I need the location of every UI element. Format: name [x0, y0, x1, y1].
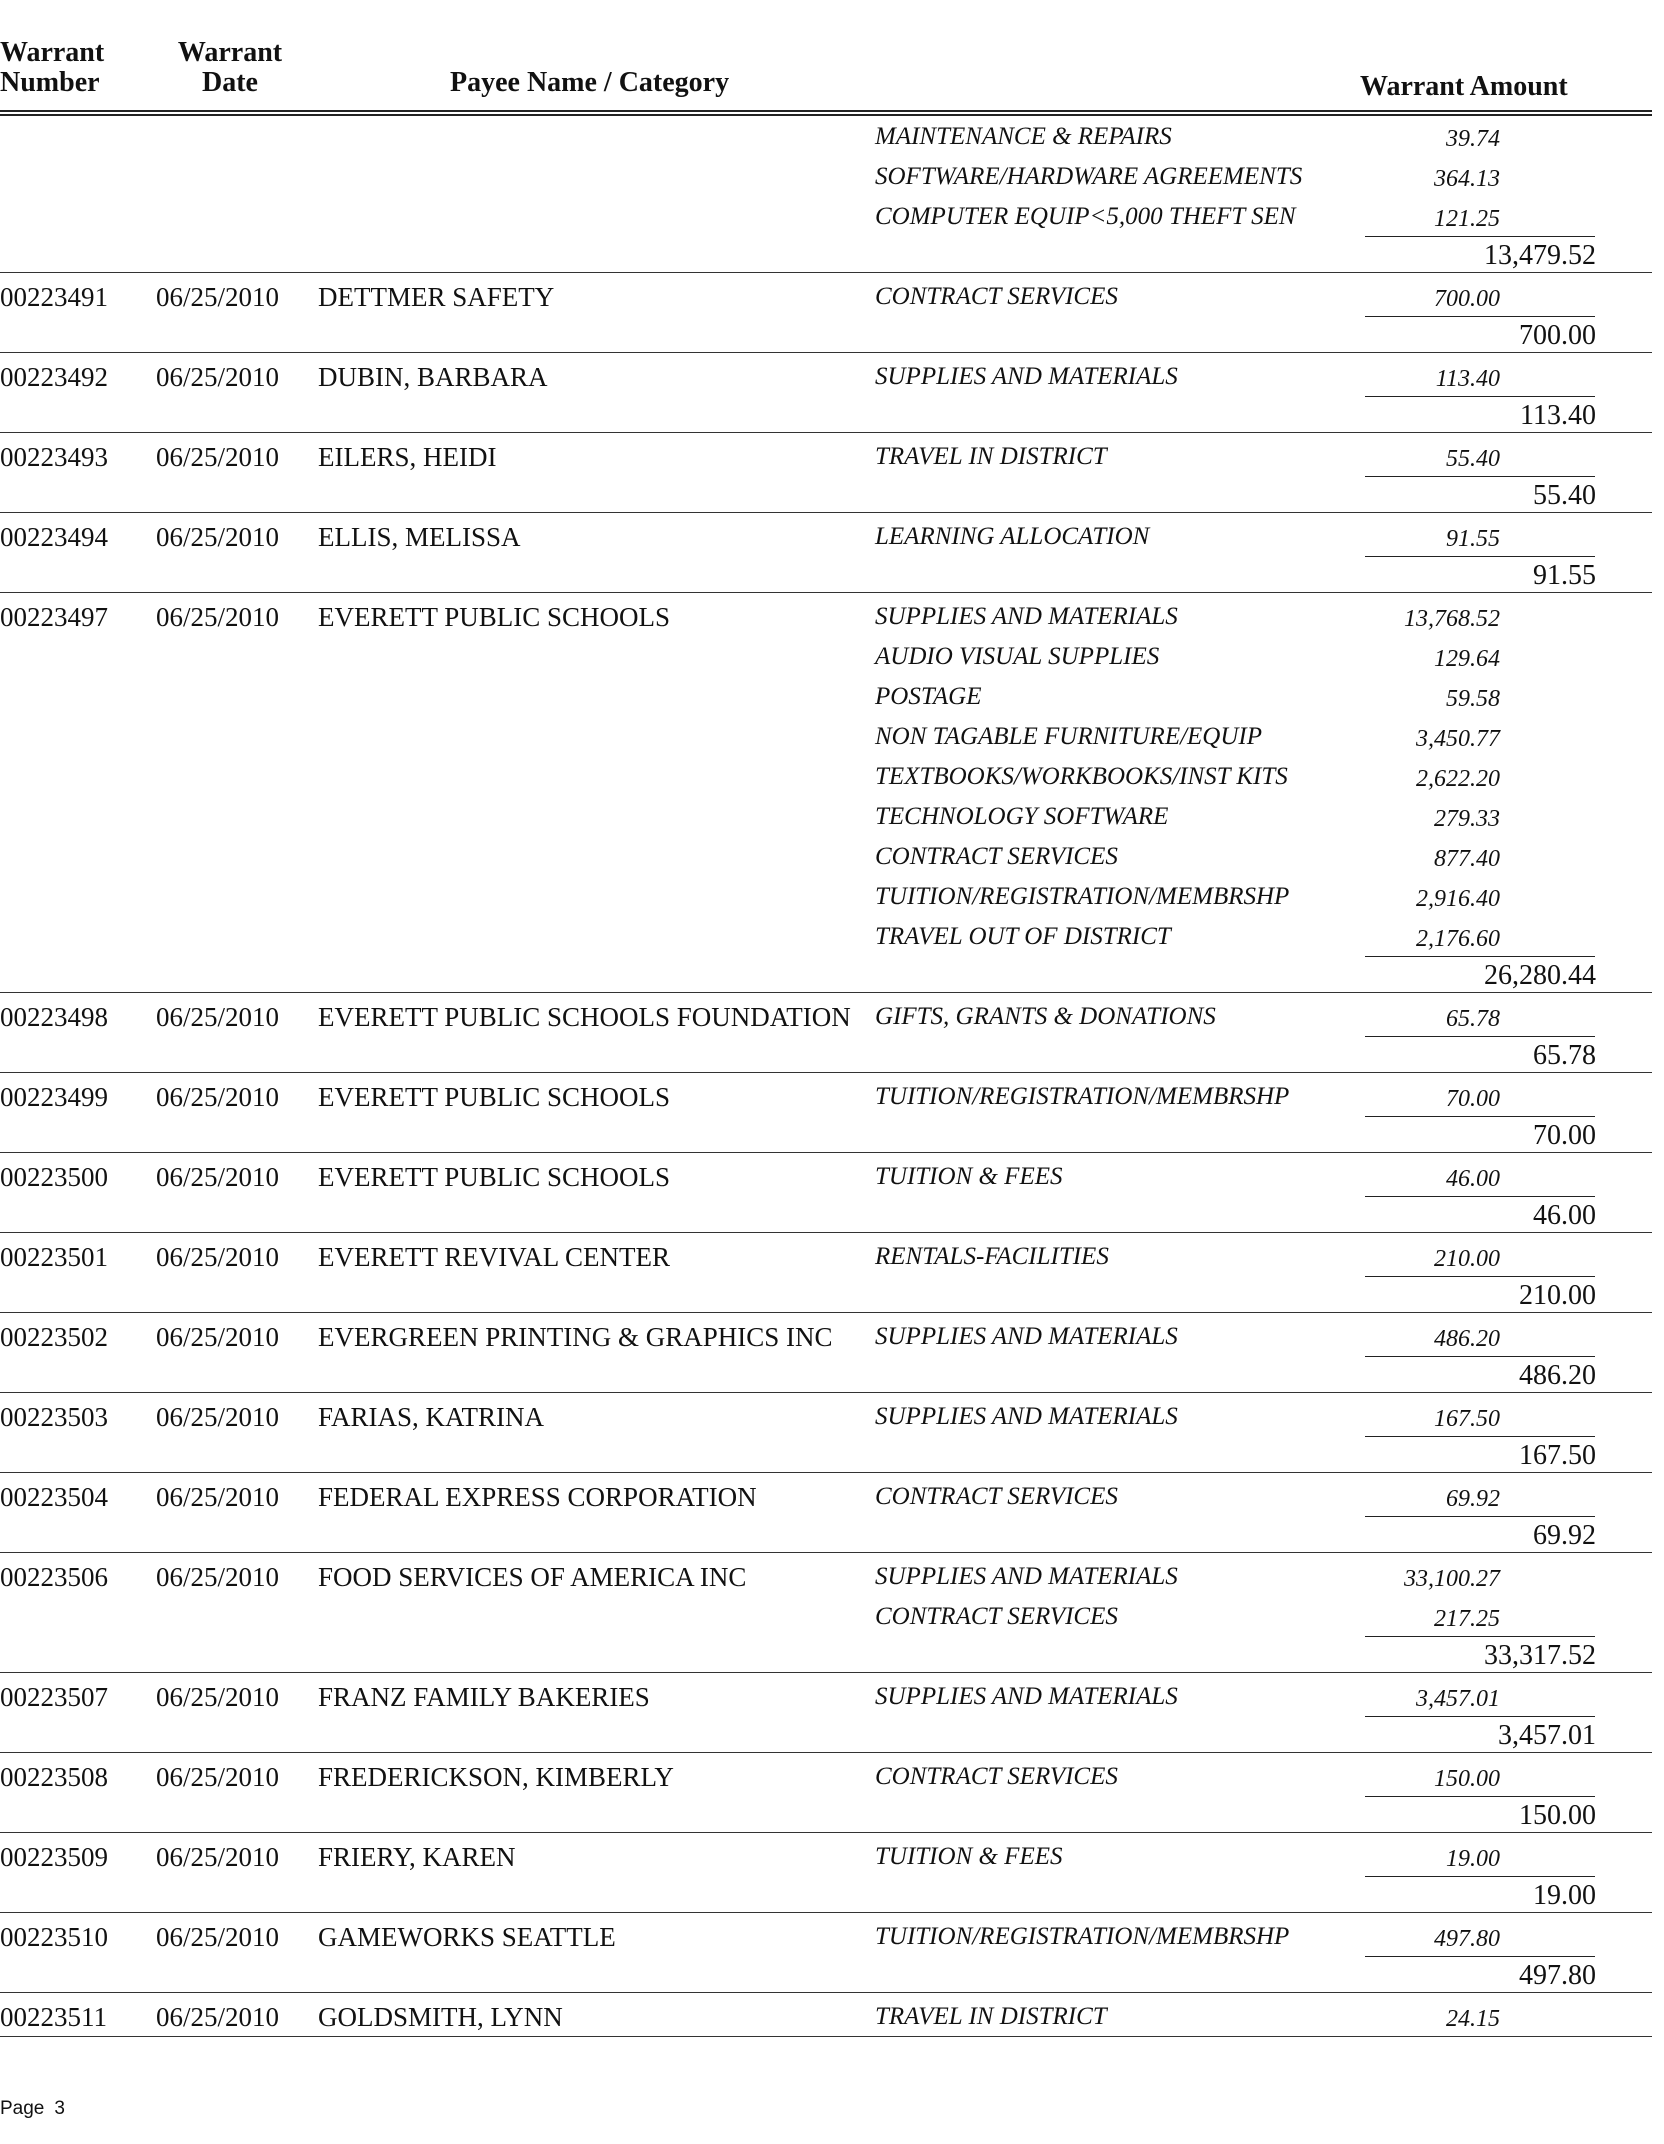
warrant-number: 00223493	[0, 442, 108, 472]
warrant-separator	[0, 592, 1652, 593]
payee-name: EVERETT PUBLIC SCHOOLS	[318, 1162, 671, 1192]
category-line	[0, 122, 1652, 162]
category-name: TRAVEL OUT OF DISTRICT	[875, 923, 1171, 950]
subtotal-rule	[1365, 1276, 1595, 1277]
category-name: SUPPLIES AND MATERIALS	[875, 1403, 1178, 1430]
category-line	[0, 802, 1652, 842]
category-amount: 19.00	[1446, 1846, 1500, 1872]
category-name: CONTRACT SERVICES	[875, 1603, 1118, 1630]
category-name: SUPPLIES AND MATERIALS	[875, 1563, 1178, 1590]
warrant-separator	[0, 1472, 1652, 1473]
payee-name: DUBIN, BARBARA	[318, 362, 548, 392]
category-amount: 46.00	[1446, 1166, 1500, 1192]
payee-name: FARIAS, KATRINA	[318, 1402, 545, 1432]
warrant-total: 46.00	[1533, 1200, 1596, 1231]
header-warrant-number: Warrant Number	[0, 37, 105, 98]
category-name: SOFTWARE/HARDWARE AGREEMENTS	[875, 163, 1303, 190]
subtotal-rule	[1365, 1876, 1595, 1877]
warrant-total: 55.40	[1533, 480, 1596, 511]
payee-name: EILERS, HEIDI	[318, 442, 497, 472]
warrant-date: 06/25/2010	[156, 1322, 280, 1352]
warrant-date: 06/25/2010	[156, 1482, 280, 1512]
warrant-date: 06/25/2010	[156, 1762, 280, 1792]
category-amount: 69.92	[1446, 1486, 1500, 1512]
warrant-separator	[0, 1232, 1652, 1233]
payee-name: FOOD SERVICES OF AMERICA INC	[318, 1562, 747, 1592]
warrant-total: 486.20	[1519, 1360, 1596, 1391]
warrant-number: 00223498	[0, 1002, 108, 1032]
category-amount: 150.00	[1434, 1766, 1500, 1792]
warrant-date: 06/25/2010	[156, 1162, 280, 1192]
subtotal-rule	[1365, 1116, 1595, 1117]
warrant-number: 00223500	[0, 1162, 108, 1192]
category-name: SUPPLIES AND MATERIALS	[875, 363, 1178, 390]
category-amount: 364.13	[1434, 166, 1500, 192]
category-amount: 24.15	[1446, 2006, 1500, 2032]
category-name: COMPUTER EQUIP<5,000 THEFT SEN	[875, 203, 1296, 230]
warrant-date: 06/25/2010	[156, 442, 280, 472]
category-name: AUDIO VISUAL SUPPLIES	[875, 643, 1160, 670]
category-line	[0, 762, 1652, 802]
category-amount: 13,768.52	[1404, 606, 1500, 632]
category-amount: 217.25	[1434, 1606, 1500, 1632]
warrant-number: 00223494	[0, 522, 108, 552]
warrant-total: 70.00	[1533, 1120, 1596, 1151]
category-line	[0, 162, 1652, 202]
warrant-total: 13,479.52	[1484, 240, 1596, 271]
warrant-number: 00223497	[0, 602, 108, 632]
subtotal-rule	[1365, 1796, 1595, 1797]
warrant-separator	[0, 1392, 1652, 1393]
category-line	[0, 1562, 1652, 1602]
warrant-date: 06/25/2010	[156, 362, 280, 392]
category-name: TUITION & FEES	[875, 1843, 1063, 1870]
warrant-total: 113.40	[1520, 400, 1596, 431]
warrant-separator	[0, 1752, 1652, 1753]
category-amount: 55.40	[1446, 446, 1500, 472]
payee-name: EVERETT REVIVAL CENTER	[318, 1242, 670, 1272]
warrant-number: 00223506	[0, 1562, 108, 1592]
warrant-number: 00223507	[0, 1682, 108, 1712]
category-line	[0, 882, 1652, 922]
warrant-number: 00223502	[0, 1322, 108, 1352]
category-amount: 167.50	[1434, 1406, 1500, 1432]
category-line	[0, 642, 1652, 682]
subtotal-rule	[1365, 236, 1595, 237]
subtotal-rule	[1365, 316, 1595, 317]
warrant-number: 00223509	[0, 1842, 108, 1872]
warrant-separator	[0, 512, 1652, 513]
category-amount: 70.00	[1446, 1086, 1500, 1112]
payee-name: GAMEWORKS SEATTLE	[318, 1922, 616, 1952]
warrant-separator	[0, 352, 1652, 353]
subtotal-rule	[1365, 1516, 1595, 1517]
category-name: POSTAGE	[875, 683, 982, 710]
category-name: SUPPLIES AND MATERIALS	[875, 1683, 1178, 1710]
payee-name: FREDERICKSON, KIMBERLY	[318, 1762, 674, 1792]
warrant-date: 06/25/2010	[156, 522, 280, 552]
warrant-total: 65.78	[1533, 1040, 1596, 1071]
category-name: TEXTBOOKS/WORKBOOKS/INST KITS	[875, 763, 1288, 790]
warrant-date: 06/25/2010	[156, 1682, 280, 1712]
category-amount: 210.00	[1434, 1246, 1500, 1272]
warrant-number: 00223511	[0, 2002, 107, 2032]
warrant-separator	[0, 992, 1652, 993]
warrant-total: 69.92	[1533, 1520, 1596, 1551]
payee-name: GOLDSMITH, LYNN	[318, 2002, 563, 2032]
warrant-date: 06/25/2010	[156, 602, 280, 632]
subtotal-rule	[1365, 1036, 1595, 1037]
category-amount: 497.80	[1434, 1926, 1500, 1952]
category-name: RENTALS-FACILITIES	[875, 1243, 1109, 1270]
warrant-total: 91.55	[1533, 560, 1596, 591]
category-line	[0, 842, 1652, 882]
category-name: SUPPLIES AND MATERIALS	[875, 1323, 1178, 1350]
category-name: TUITION/REGISTRATION/MEMBRSHP	[875, 883, 1290, 910]
category-name: NON TAGABLE FURNITURE/EQUIP	[875, 723, 1263, 750]
category-amount: 121.25	[1434, 206, 1500, 232]
category-name: TUITION/REGISTRATION/MEMBRSHP	[875, 1923, 1290, 1950]
category-amount: 486.20	[1434, 1326, 1500, 1352]
subtotal-rule	[1365, 1716, 1595, 1717]
category-amount: 2,916.40	[1416, 886, 1500, 912]
warrant-separator	[0, 2036, 1652, 2037]
warrant-total: 26,280.44	[1484, 960, 1596, 991]
warrant-separator	[0, 1152, 1652, 1153]
category-line	[0, 682, 1652, 722]
category-amount: 3,457.01	[1416, 1686, 1500, 1712]
payee-name: FRANZ FAMILY BAKERIES	[318, 1682, 650, 1712]
warrant-date: 06/25/2010	[156, 1562, 280, 1592]
warrant-separator	[0, 1552, 1652, 1553]
payee-name: DETTMER SAFETY	[318, 282, 555, 312]
payee-name: FRIERY, KAREN	[318, 1842, 516, 1872]
category-amount: 59.58	[1446, 686, 1500, 712]
warrant-number: 00223501	[0, 1242, 108, 1272]
payee-name: EVERGREEN PRINTING & GRAPHICS INC	[318, 1322, 833, 1352]
warrant-separator	[0, 1832, 1652, 1833]
category-name: GIFTS, GRANTS & DONATIONS	[875, 1003, 1216, 1030]
subtotal-rule	[1365, 1436, 1595, 1437]
category-amount: 91.55	[1446, 526, 1500, 552]
page-footer	[0, 2098, 65, 2120]
category-amount: 279.33	[1434, 806, 1500, 832]
category-name: TRAVEL IN DISTRICT	[875, 2003, 1107, 2030]
subtotal-rule	[1365, 1356, 1595, 1357]
warrant-separator	[0, 1312, 1652, 1313]
category-name: CONTRACT SERVICES	[875, 843, 1118, 870]
warrant-number: 00223508	[0, 1762, 108, 1792]
category-amount: 129.64	[1434, 646, 1500, 672]
category-name: CONTRACT SERVICES	[875, 1483, 1118, 1510]
warrant-separator	[0, 1992, 1652, 1993]
category-name: SUPPLIES AND MATERIALS	[875, 603, 1178, 630]
page-label: Page	[0, 2098, 45, 2119]
warrant-total: 3,457.01	[1498, 1720, 1596, 1751]
category-amount: 2,622.20	[1416, 766, 1500, 792]
warrant-total: 167.50	[1519, 1440, 1596, 1471]
subtotal-rule	[1365, 476, 1595, 477]
warrant-number: 00223491	[0, 282, 108, 312]
warrant-number: 00223503	[0, 1402, 108, 1432]
header-rule	[0, 114, 1652, 116]
warrant-total: 700.00	[1519, 320, 1596, 351]
category-name: LEARNING ALLOCATION	[875, 523, 1150, 550]
subtotal-rule	[1365, 1956, 1595, 1957]
warrant-number: 00223499	[0, 1082, 108, 1112]
header-payee-category: Payee Name / Category	[450, 67, 730, 98]
category-name: CONTRACT SERVICES	[875, 1763, 1118, 1790]
warrant-date: 06/25/2010	[156, 1002, 280, 1032]
warrant-number: 00223492	[0, 362, 108, 392]
warrant-total: 497.80	[1519, 1960, 1596, 1991]
header-warrant-amount: Warrant Amount	[1360, 71, 1568, 102]
subtotal-rule	[1365, 1636, 1595, 1637]
category-name: CONTRACT SERVICES	[875, 283, 1118, 310]
header-warrant-date: Warrant Date	[177, 37, 283, 98]
category-amount: 65.78	[1446, 1006, 1500, 1032]
subtotal-rule	[1365, 556, 1595, 557]
category-name: TECHNOLOGY SOFTWARE	[875, 803, 1169, 830]
warrant-separator	[0, 272, 1652, 273]
warrant-date: 06/25/2010	[156, 1082, 280, 1112]
warrant-total: 210.00	[1519, 1280, 1596, 1311]
payee-name: FEDERAL EXPRESS CORPORATION	[318, 1482, 757, 1512]
category-name: TRAVEL IN DISTRICT	[875, 443, 1107, 470]
warrant-number: 00223510	[0, 1922, 108, 1952]
category-name: MAINTENANCE & REPAIRS	[875, 123, 1172, 150]
warrant-separator	[0, 1672, 1652, 1673]
category-amount: 39.74	[1446, 126, 1500, 152]
warrant-date: 06/25/2010	[156, 282, 280, 312]
warrant-separator	[0, 432, 1652, 433]
category-amount: 33,100.27	[1404, 1566, 1500, 1592]
category-name: TUITION/REGISTRATION/MEMBRSHP	[875, 1083, 1290, 1110]
payee-name: EVERETT PUBLIC SCHOOLS	[318, 1082, 671, 1112]
category-amount: 700.00	[1434, 286, 1500, 312]
page-number: 3	[54, 2098, 65, 2119]
warrant-date: 06/25/2010	[156, 1842, 280, 1872]
payee-name: EVERETT PUBLIC SCHOOLS FOUNDATION	[318, 1002, 851, 1032]
category-amount: 877.40	[1434, 846, 1500, 872]
subtotal-rule	[1365, 396, 1595, 397]
category-amount: 113.40	[1435, 366, 1500, 392]
warrant-separator	[0, 1912, 1652, 1913]
category-line	[0, 602, 1652, 642]
header-rule	[0, 110, 1652, 112]
warrant-date: 06/25/2010	[156, 2002, 280, 2032]
warrant-date: 06/25/2010	[156, 1242, 280, 1272]
warrant-total: 19.00	[1533, 1880, 1596, 1911]
warrant-number: 00223504	[0, 1482, 108, 1512]
warrant-date: 06/25/2010	[156, 1402, 280, 1432]
subtotal-rule	[1365, 1196, 1595, 1197]
category-amount: 2,176.60	[1416, 926, 1500, 952]
warrant-total: 150.00	[1519, 1800, 1596, 1831]
warrant-total: 33,317.52	[1484, 1640, 1596, 1671]
subtotal-rule	[1365, 956, 1595, 957]
payee-name: EVERETT PUBLIC SCHOOLS	[318, 602, 671, 632]
payee-name: ELLIS, MELISSA	[318, 522, 521, 552]
warrant-date: 06/25/2010	[156, 1922, 280, 1952]
category-amount: 3,450.77	[1416, 726, 1500, 752]
category-line	[0, 722, 1652, 762]
category-name: TUITION & FEES	[875, 1163, 1063, 1190]
warrant-separator	[0, 1072, 1652, 1073]
